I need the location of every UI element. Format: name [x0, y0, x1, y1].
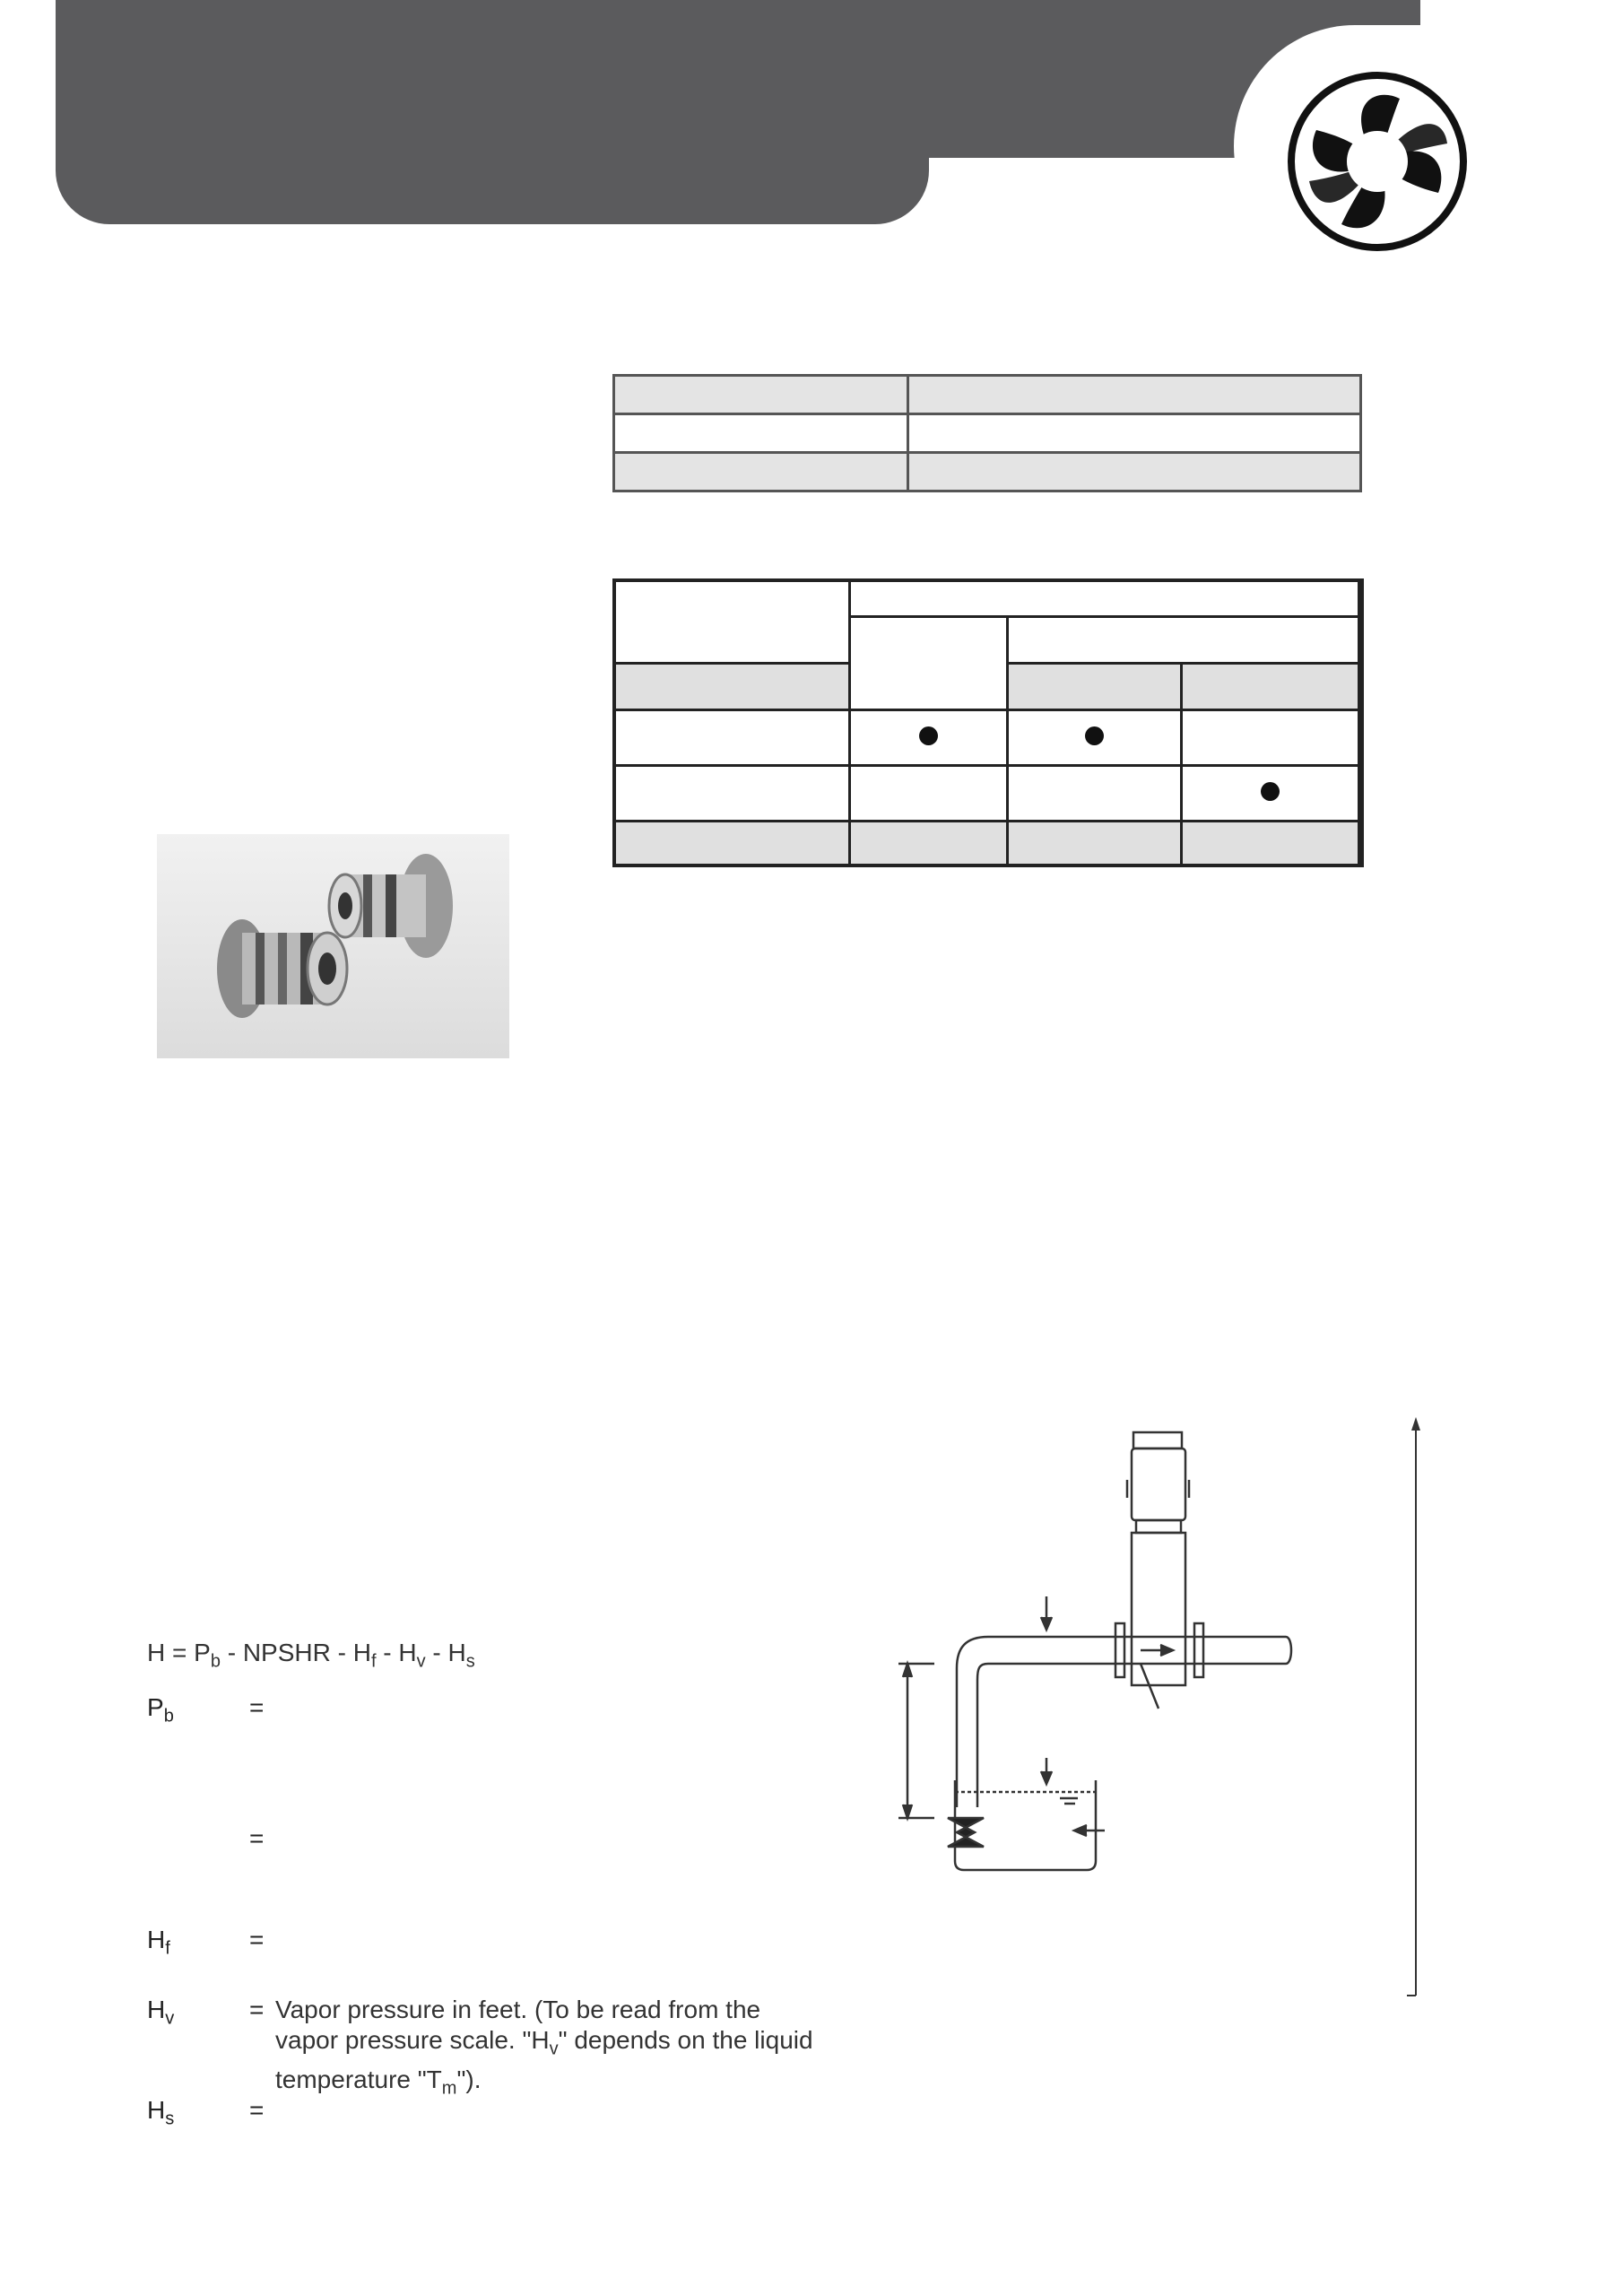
header-bar — [56, 0, 929, 224]
def-equals: = — [249, 1926, 265, 1953]
table-cell — [614, 453, 908, 491]
table-cell — [908, 453, 1361, 491]
table-cell — [850, 821, 1008, 865]
npshr-diagram — [872, 1395, 1481, 2013]
def-text: Vapor pressure in feet. (To be read from the vapor pressure scale. "$H_v$" depends on the liquid temperature "$T_m$"). — [275, 1996, 813, 2099]
model-group-header — [850, 580, 1359, 616]
table-cell — [1181, 709, 1358, 765]
mechanical-seal-photo — [157, 834, 509, 1058]
table-row — [614, 765, 1362, 821]
company-logo — [1288, 72, 1467, 251]
table-row — [614, 453, 1361, 491]
table-cell — [908, 414, 1361, 453]
def-symbol-hf: $H_f$ — [147, 1926, 170, 1959]
def-symbol-pb: $P_b$ — [147, 1693, 174, 1726]
table-row — [614, 709, 1362, 765]
table-cell — [1008, 765, 1181, 821]
def-equals: = — [249, 1996, 265, 2023]
table-cell — [1181, 821, 1358, 865]
table-row — [614, 414, 1361, 453]
table-cell — [850, 709, 1008, 765]
table-cell — [1008, 821, 1181, 865]
model-col1-header — [850, 616, 1008, 709]
pump-drawing — [898, 1432, 1291, 1870]
filled-dot-icon — [1261, 782, 1280, 801]
table-cell — [850, 765, 1008, 821]
table-cell — [1359, 663, 1363, 709]
table-cell — [614, 376, 908, 414]
seals-section — [614, 821, 850, 865]
table-cell — [908, 376, 1361, 414]
seal-type-header — [614, 580, 850, 663]
materials-table — [612, 374, 1362, 492]
def-equals: = — [249, 1824, 265, 1852]
filled-dot-icon — [1085, 726, 1104, 745]
model-subgroup-header — [1008, 616, 1359, 663]
table-row — [614, 376, 1361, 414]
def-symbol-hv: $H_v$ — [147, 1996, 175, 2029]
filled-dot-icon — [919, 726, 938, 745]
motor-body — [1132, 1448, 1185, 1520]
pump-body — [1132, 1533, 1185, 1685]
seal-code-s — [614, 709, 850, 765]
table-cell — [1181, 663, 1358, 709]
vapor-pressure-scale — [1407, 1417, 1420, 1996]
mechanical-seals-section — [614, 663, 850, 709]
def-equals: = — [249, 1693, 265, 1721]
table-cell — [1181, 765, 1358, 821]
motor-top — [1133, 1432, 1182, 1448]
table-cell — [614, 414, 908, 453]
table-cell — [1008, 663, 1181, 709]
def-symbol-hs: $H_s$ — [147, 2096, 175, 2129]
npsha-formula: $H = P_b$ - NPSHR - $H_f - H_v - H_s$ — [147, 1639, 475, 1672]
seal-code-b — [614, 765, 850, 821]
seal-type-table — [612, 578, 1364, 867]
def-equals: = — [249, 2096, 265, 2124]
table-cell — [1008, 709, 1181, 765]
